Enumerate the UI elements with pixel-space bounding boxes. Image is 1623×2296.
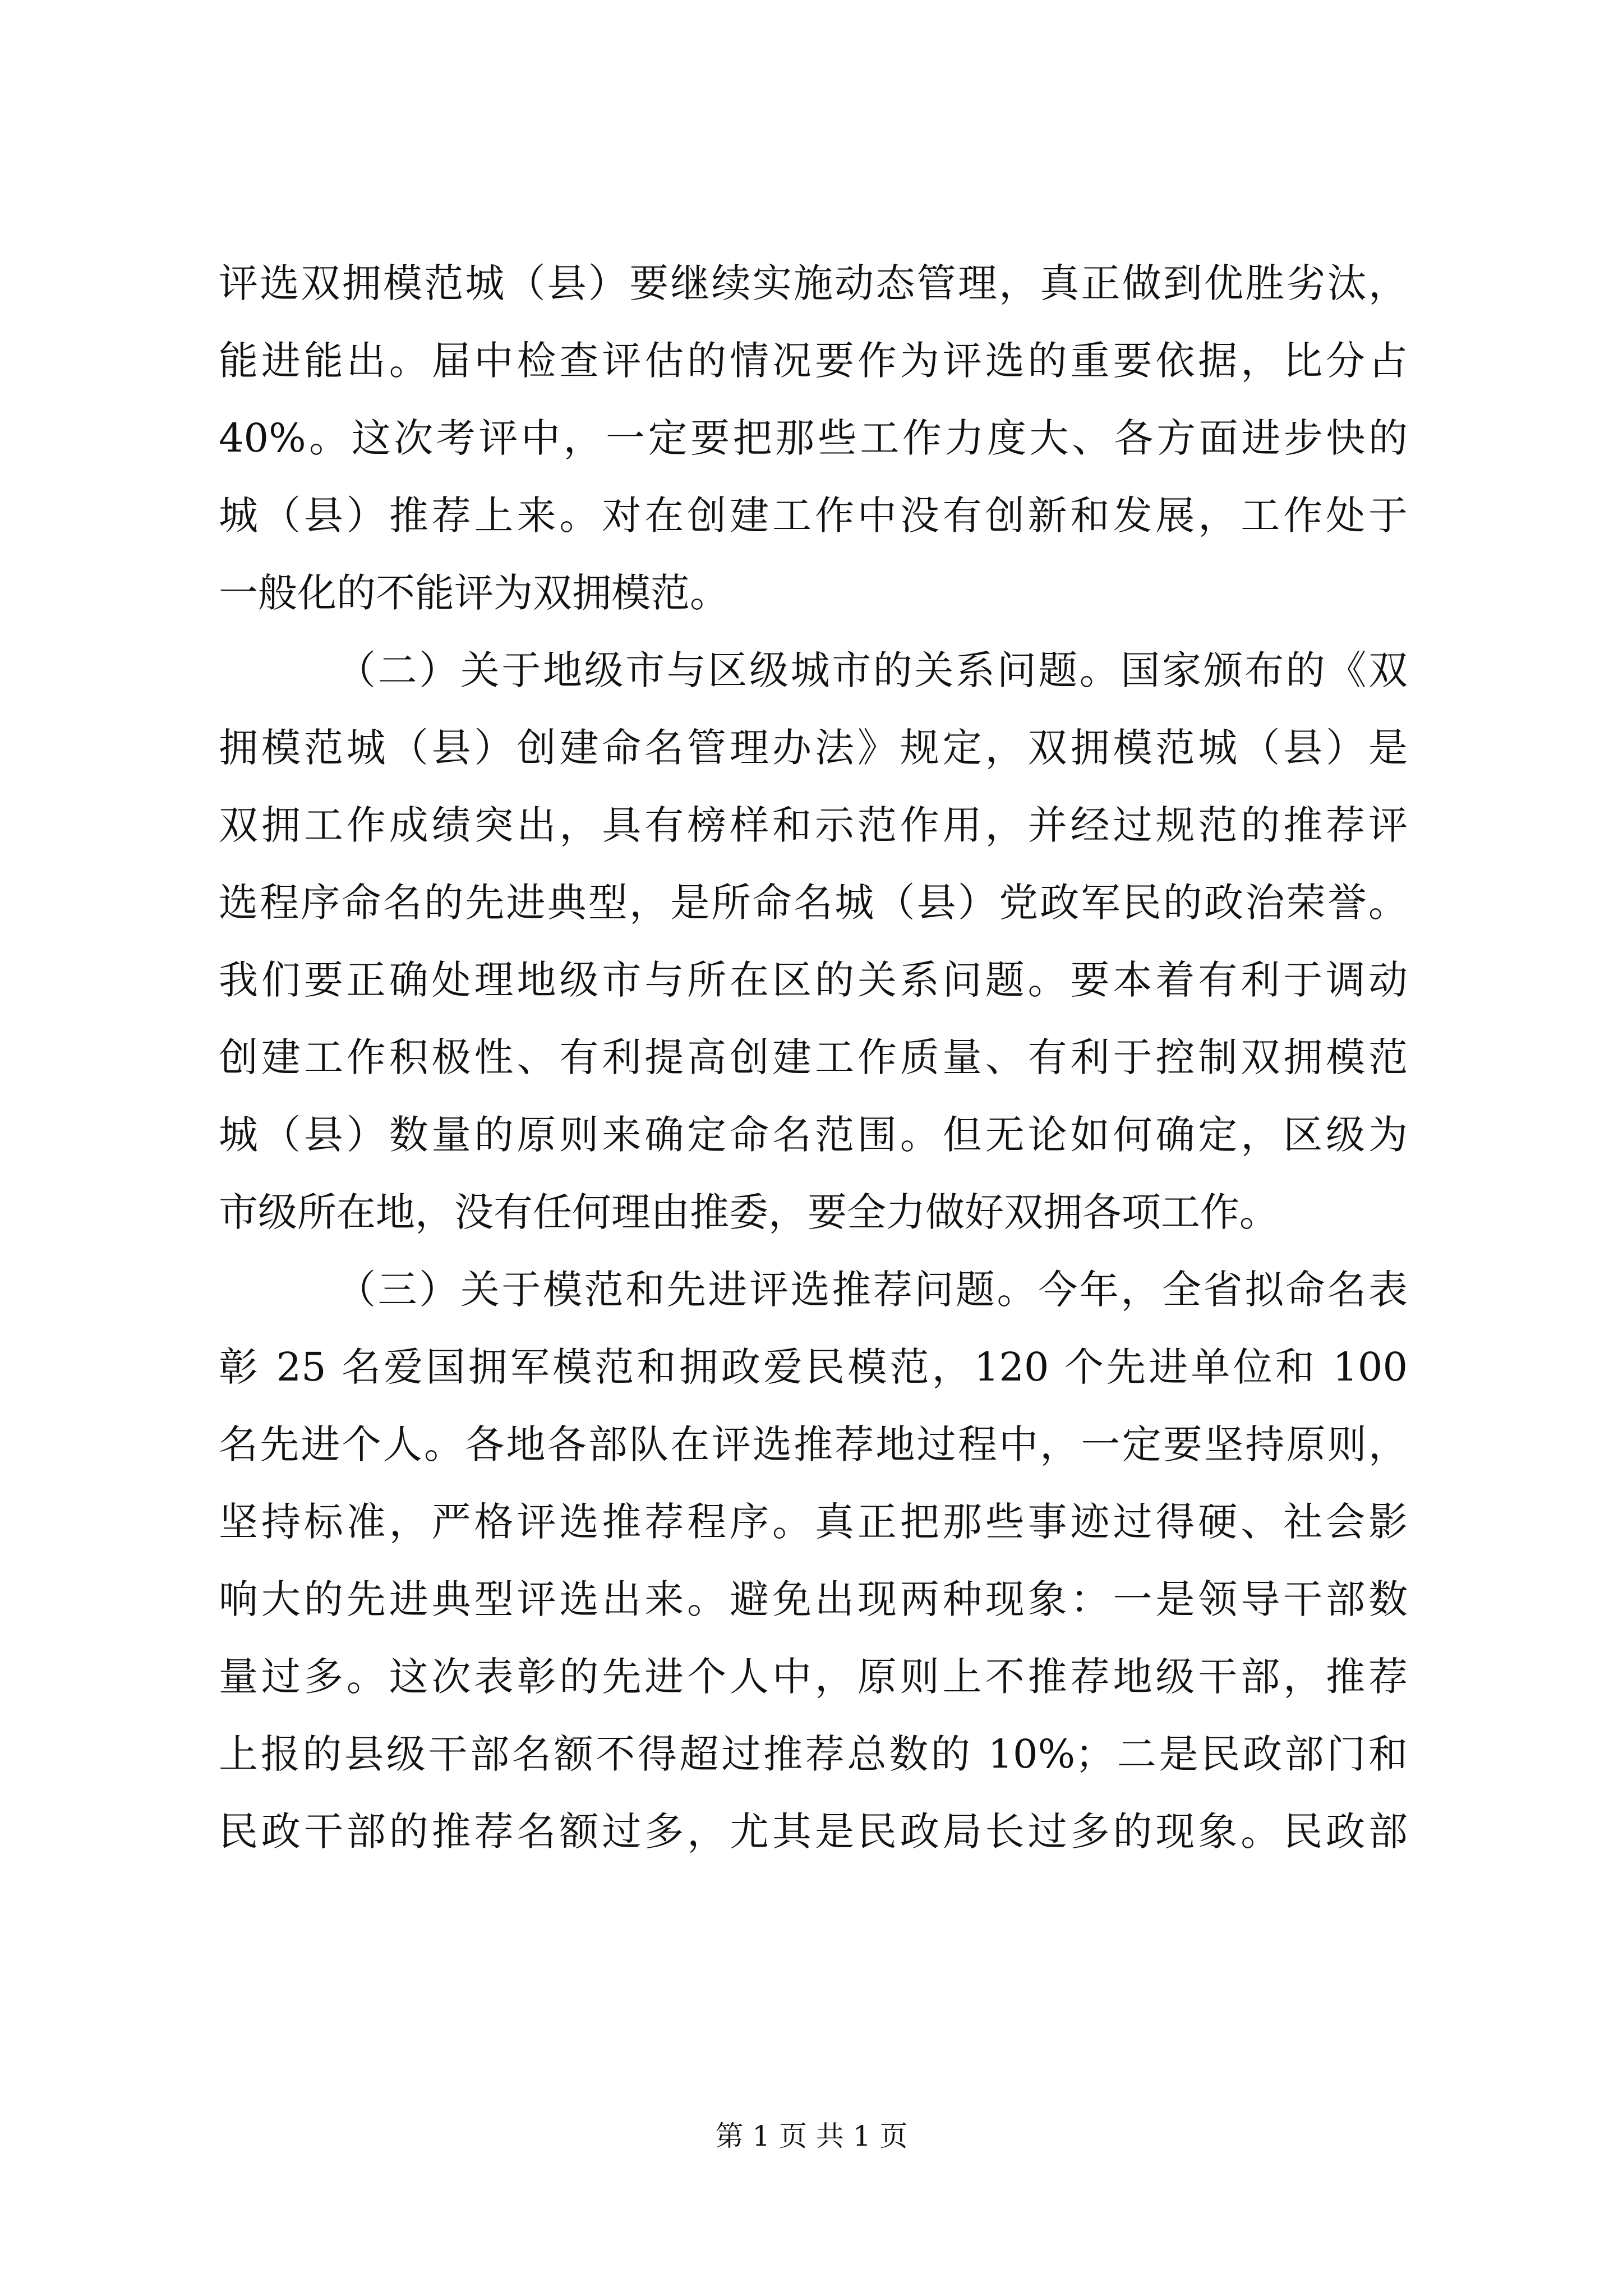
text-line-13: 市级所在地，没有任何理由推委，要全力做好双拥各项工作。 (219, 1189, 1279, 1235)
text-line-7: 拥模范城（县）创建命名管理办法》规定，双拥模范城（县）是 (219, 725, 1408, 771)
text-line-19: 量过多。这次表彰的先进个人中，原则上不推荐地级干部，推荐 (219, 1654, 1408, 1700)
text-line-15: 彰 25 名爱国拥军模范和拥政爱民模范，120 个先进单位和 100 (219, 1344, 1408, 1390)
text-line-3: 40%。这次考评中，一定要把那些工作力度大、各方面进步快的 (219, 415, 1408, 461)
text-line-10: 我们要正确处理地级市与所在区的关系问题。要本着有利于调动 (219, 957, 1408, 1003)
text-line-20: 上报的县级干部名额不得超过推荐总数的 10%；二是民政部门和 (219, 1731, 1408, 1777)
text-line-1: 评选双拥模范城（县）要继续实施动态管理，真正做到优胜劣汰， (219, 260, 1408, 306)
text-line-12: 城（县）数量的原则来确定命名范围。但无论如何确定，区级为 (219, 1112, 1408, 1158)
text-line-18: 响大的先进典型评选出来。避免出现两种现象：一是领导干部数 (219, 1576, 1408, 1622)
text-line-9: 选程序命名的先进典型，是所命名城（县）党政军民的政治荣誉。 (219, 880, 1408, 926)
text-line-21: 民政干部的推荐名额过多，尤其是民政局长过多的现象。民政部 (219, 1809, 1408, 1855)
text-line-4: 城（县）推荐上来。对在创建工作中没有创新和发展，工作处于 (219, 493, 1408, 539)
page-footer: 第 1 页 共 1 页 (715, 2120, 908, 2152)
text-line-2: 能进能出。届中检查评估的情况要作为评选的重要依据，比分占 (219, 338, 1408, 384)
text-line-11: 创建工作积极性、有利提高创建工作质量、有利于控制双拥模范 (219, 1034, 1408, 1080)
text-line-8: 双拥工作成绩突出，具有榜样和示范作用，并经过规范的推荐评 (219, 802, 1408, 848)
paragraph-3-first-line: （三）关于模范和先进评选推荐问题。今年，全省拟命名表 (336, 1267, 1408, 1313)
text-line-5: 一般化的不能评为双拥模范。 (219, 570, 729, 616)
paragraph-2-first-line: （二）关于地级市与区级城市的关系问题。国家颁布的《双 (336, 647, 1408, 693)
body-text (219, 245, 1408, 1870)
text-line-17: 坚持标准，严格评选推荐程序。真正把那些事迹过得硬、社会影 (219, 1499, 1408, 1545)
text-line-16: 名先进个人。各地各部队在评选推荐地过程中，一定要坚持原则， (219, 1421, 1408, 1467)
